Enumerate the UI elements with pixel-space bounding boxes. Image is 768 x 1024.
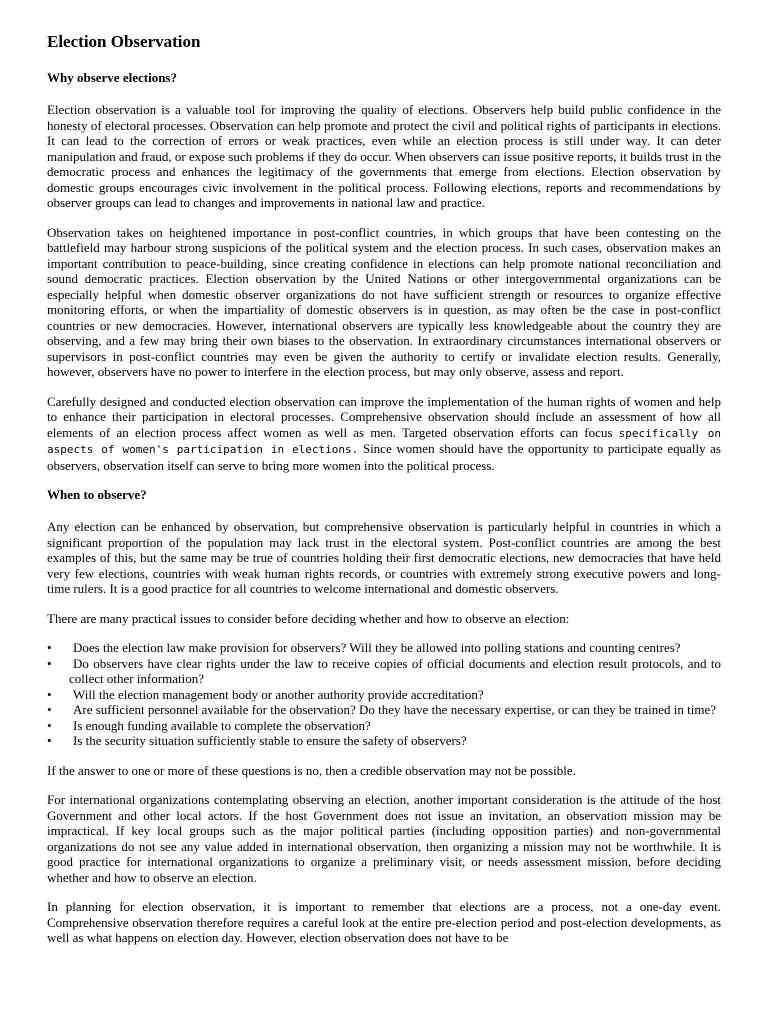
list-item-text: Are sufficient personnel available for the observation? Do they have the necessary expertise, or can they be trained in time? (73, 702, 717, 717)
paragraph-2: Observation takes on heightened importance in post-conflict countries, in which groups that have been contesting on the battlefield may harbour strong suspicions of the political system and the election process. In such cases, observation makes an important contribution to peace-building, since creating confidence in elections can help promote national reconciliation and sound democratic practices. Election observation by the United Nations or other intergovernmental organizations can be especially helpful when domestic observer organizations do not have sufficient strength or resources to organize effective monitoring efforts, or when the impartiality of domestic observers is in question, as may often be the case in post-conflict countries or new democracies. However, international observers are typically less knowledgeable about the country they are observing, and a few may bring their own biases to the observation. In extraordinary circumstances international observers or supervisors in post-conflict countries may even be given the authority to certify or invalidate election results. Generally, however, observers have no power to interfere in the election process, but may only observe, assess and report. (47, 224, 721, 379)
list-item-text: Is the security situation sufficiently stable to ensure the safety of observers? (73, 733, 467, 748)
paragraph-8: In planning for election observation, it is important to remember that elections are a process, not a one-day event. Comprehensive observation therefore requires a careful look at the entire pre-election period and post-election developments, as well as what happens on election day. However, election observation does not have to be (47, 899, 721, 945)
list-item (47, 687, 721, 703)
list-item-text: Is enough funding available to complete the observation? (73, 717, 371, 733)
paragraph-3-typewriter-text: specifically on aspects of women's participation in elections. (47, 426, 721, 456)
bullet-icon: • (47, 640, 52, 655)
section-heading-when-to-observe: When to observe? (47, 487, 147, 502)
list-item (47, 656, 721, 687)
paragraph-3 (47, 394, 721, 474)
section-heading-why-observe: Why observe elections? (47, 70, 177, 85)
bullet-icon: • (47, 686, 52, 702)
list-item (47, 718, 721, 734)
paragraph-1: Election observation is a valuable tool for improving the quality of elections. Observers help build public confidence in the honesty of electoral processes. Observation can help promote and protect the civil and political rights of participants in elections. It can lead to the correction of errors or weak practices, even while an election process is still under way. It can deter manipulation and fraud, or expose such problems if they do occur. When observers can issue positive reports, it builds trust in the democratic process and enhances the legitimacy of the governments that emerge from elections. Election observation by domestic groups encourages civic involvement in the political process. Following elections, reports and recommendations by observer groups can lead to changes and improvements in national law and practice. (47, 102, 721, 210)
paragraph-4: Any election can be enhanced by observation, but comprehensive observation is particularly helpful in countries in which a significant proportion of the population may lack trust in the electoral system. Post-conflict countries are among the best examples of this, but the same may be true of countries holding their first democratic elections, new democracies that have held very few elections, countries with weak human rights records, or countries with extremely strong executive powers and long-time rulers. It is a good practice for all countries to welcome international and domestic observers. (47, 519, 721, 596)
bullet-icon: • (47, 733, 52, 748)
bullet-icon: • (47, 655, 52, 671)
list-item (47, 733, 721, 749)
paragraph-5: There are many practical issues to consider before deciding whether and how to observe an election: (47, 610, 570, 626)
paragraph-6: If the answer to one or more of these questions is no, then a credible observation may not be possible. (47, 762, 576, 778)
paragraph-3-end: Since women should have the opportunity to participate equally as observers, observation itself can serve to bring more women into the political process. (47, 441, 721, 473)
list-item (47, 640, 721, 656)
list-item-text: Will the election management body or another authority provide accreditation? (73, 686, 484, 702)
paragraph-3-start: Carefully designed and conducted election observation can improve the implementation of the human rights of women and help to enhance their participation in electoral processes. Comprehensive observation should include an assessment of how all elements of an election process affect women as well as men. Targeted observation efforts can focus (47, 393, 721, 440)
list-item-text: Do observers have clear rights under the law to receive copies of official documents and election result protocols, and to collect other information? (69, 655, 721, 686)
list-item (47, 702, 721, 718)
document-body (47, 30, 721, 960)
page-title: Election Observation (47, 32, 201, 51)
bullet-icon: • (47, 717, 52, 733)
practical-issues-list (47, 640, 721, 749)
paragraph-7: For international organizations contemplating observing an election, another important consideration is the attitude of the host Government and other local actors. If the host Government does not issue an invitation, an observation mission may be impractical. If key local groups such as the major political parties (including opposition parties) and non-governmental organizations do not see any value added in international observation, then organizing a mission may not be worthwhile. It is good practice for international organizations to organize a preliminary visit, or needs assessment mission, before deciding whether and how to observe an election. (47, 792, 721, 885)
list-item-text: Does the election law make provision for observers? Will they be allowed into polling stations and counting centres? (73, 640, 681, 655)
bullet-icon: • (47, 702, 52, 717)
